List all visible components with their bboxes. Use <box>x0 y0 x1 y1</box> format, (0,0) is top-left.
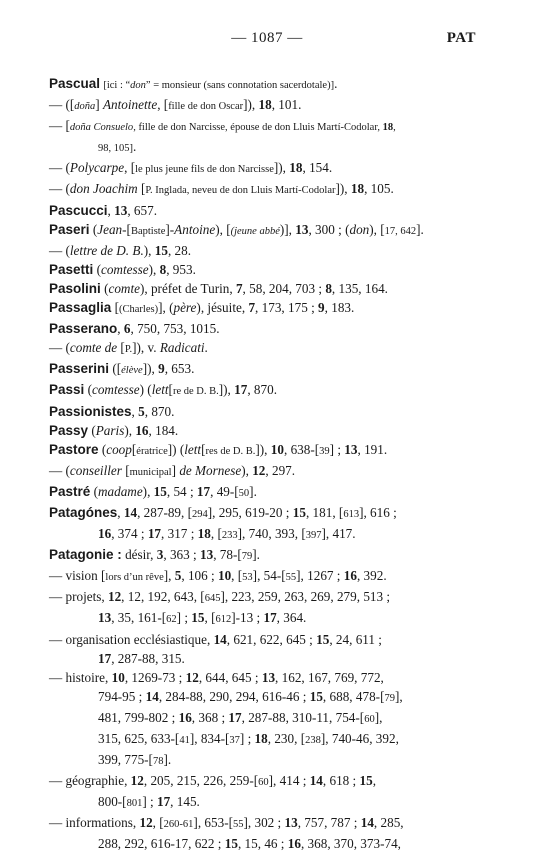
index-entry-pascual: Pascual [ici : “don” = monsieur (sans connotation sacerdotale)]. <box>49 76 338 91</box>
page-header <box>0 30 534 50</box>
index-entry-pat-organisation-2: 17, 287-88, 315. <box>98 650 185 666</box>
index-entry-pat-informations: — informations, 12, [260-61], 653-[55], 302 ; 13, 757, 787 ; 14, 285, <box>49 815 404 831</box>
index-entry-pastore: Pastore (coop[ératrice]) (lett[res de D. B.]), 10, 638-[39] ; 13, 191. <box>49 441 388 457</box>
index-entry-passy: Passy (Paris), 16, 184. <box>49 422 179 438</box>
index-entry-pat-projets-2: 13, 35, 161-[62] ; 15, [612]-13 ; 17, 364. <box>98 610 307 626</box>
index-entry-pascual-antoinette: — ([doña] Antoinette, [fille de don Oscar]), 18, 101. <box>49 97 302 113</box>
index-entry-pascucci: Pascucci, 13, 657. <box>49 202 157 218</box>
index-entry-pat-histoire-2: 794-95 ; 14, 284-88, 290, 294, 616-46 ; 15, 688, 478-[79], <box>98 688 403 704</box>
index-entry-passionistes: Passionistes, 5, 870. <box>49 403 175 419</box>
index-entry-pastre: Pastré (madame), 15, 54 ; 17, 49-[50]. <box>49 483 257 499</box>
index-entry-pascual-consuelo-2: 98, 105]. <box>98 139 137 155</box>
index-entry-pat-projets: — projets, 12, 12, 192, 643, [645], 223, 259, 263, 269, 279, 513 ; <box>49 589 391 605</box>
page-number: — 1087 — <box>231 30 303 46</box>
index-entry-patagones-2: 16, 374 ; 17, 317 ; 18, [233], 740, 393, [397], 417. <box>98 526 356 542</box>
index-entry-passerano: Passerano, 6, 750, 753, 1015. <box>49 321 220 337</box>
section-heading: PAT <box>446 30 476 46</box>
index-entry-pasolini: Pasolini (comte), préfet de Turin, 7, 58, 204, 703 ; 8, 135, 164. <box>49 280 388 296</box>
index-entry-paseri: Paseri (Jean-[Baptiste]-Antoine), [(jeune abbé)], 13, 300 ; (don), [17, 642]. <box>49 221 424 237</box>
index-entry-patagonie: Patagonie : désir, 3, 363 ; 13, 78-[79]. <box>49 547 260 563</box>
index-entry-pastore-conseiller: — (conseiller [municipal] de Mornese), 12, 297. <box>49 462 296 478</box>
index-entry-pat-vision: — vision [lors d’un rêve], 5, 106 ; 10, [53], 54-[55], 1267 ; 16, 392. <box>49 568 387 584</box>
index-entry-pascual-joachim: — (don Joachim [P. Inglada, neveu de don Lluis Martí-Codolar]), 18, 105. <box>49 181 394 197</box>
index-entry-pat-histoire-3: 481, 799-802 ; 16, 368 ; 17, 287-88, 310-11, 754-[60], <box>98 709 383 725</box>
index-entry-passerano-comte: — (comte de [P.]), v. Radicati. <box>49 340 208 356</box>
index-entry-pat-geographie: — géographie, 12, 205, 215, 226, 259-[60], 414 ; 14, 618 ; 15, <box>49 773 376 789</box>
index-entry-paseri-lettre: — (lettre de D. B.), 15, 28. <box>49 242 192 258</box>
index-entry-passerini: Passerini ([élève]), 9, 653. <box>49 361 195 377</box>
index-entry-pasetti: Pasetti (comtesse), 8, 953. <box>49 261 196 277</box>
index-entry-pat-geographie-2: 800-[801] ; 17, 145. <box>98 794 200 810</box>
index-entry-passaglia: Passaglia [(Charles)], (père), jésuite, 7, 173, 175 ; 9, 183. <box>49 300 355 316</box>
index-entry-pascual-polycarpe: — (Polycarpe, [le plus jeune fils de don Narcisse]), 18, 154. <box>49 160 333 176</box>
index-entry-pat-histoire: — histoire, 10, 1269-73 ; 12, 644, 645 ; 13, 162, 167, 769, 772, <box>49 669 384 685</box>
index-entry-pascual-consuelo: — [doña Consuelo, fille de don Narcisse, épouse de don Lluis Martí-Codolar, 18, <box>49 118 396 134</box>
index-entry-pat-organisation: — organisation ecclésiastique, 14, 621, 622, 645 ; 15, 24, 611 ; <box>49 631 382 647</box>
index-entry-pat-histoire-4: 315, 625, 633-[41], 834-[37] ; 18, 230, [238], 740-46, 392, <box>98 731 399 746</box>
index-entry-passi: Passi (comtesse) (lett[re de D. B.]), 17, 870. <box>49 382 277 398</box>
index-entry-patagones: Patagónes, 14, 287-89, [294], 295, 619-20 ; 15, 181, [613], 616 ; <box>49 504 397 520</box>
index-entry-pat-informations-2: 288, 292, 616-17, 622 ; 15, 15, 46 ; 16, 368, 370, 373-74, <box>98 836 401 852</box>
index-entry-pat-histoire-5: 399, 775-[78]. <box>98 752 172 768</box>
index-entries <box>49 74 489 854</box>
